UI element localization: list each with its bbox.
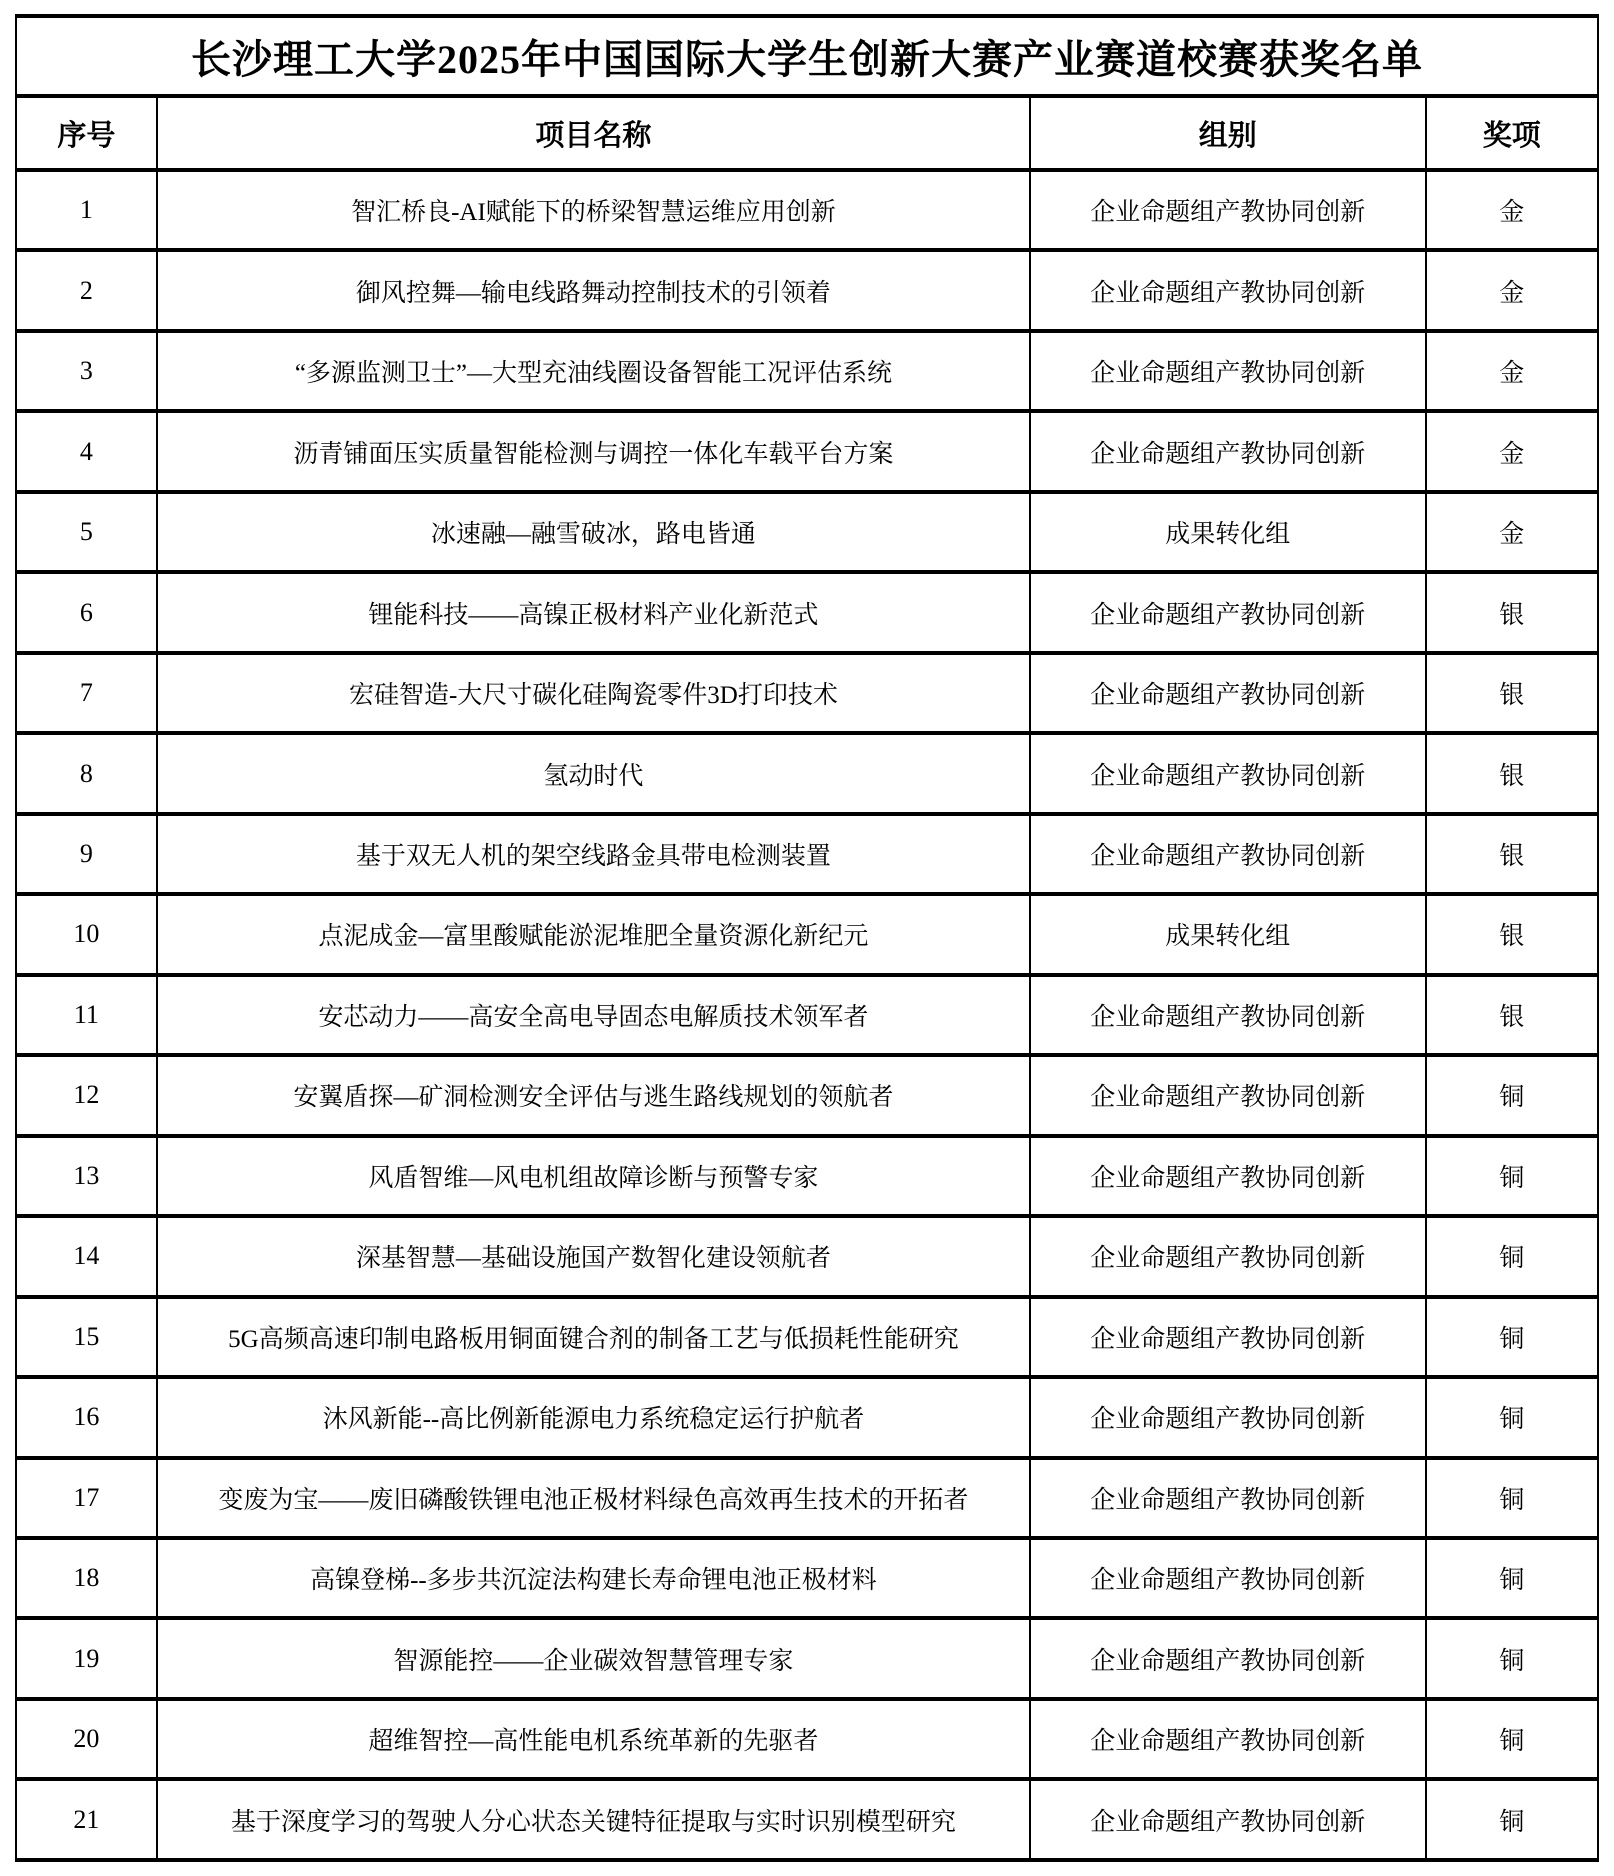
awards-table bbox=[15, 14, 1599, 1862]
award-cell: 铜 bbox=[1426, 1458, 1598, 1538]
row-number-cell: 10 bbox=[16, 894, 157, 974]
table-row bbox=[16, 894, 1598, 974]
project-name-cell: 氢动时代 bbox=[157, 733, 1030, 813]
table-row bbox=[16, 170, 1598, 250]
award-cell: 金 bbox=[1426, 331, 1598, 411]
group-cell: 企业命题组产教协同创新 bbox=[1030, 170, 1426, 250]
award-cell: 金 bbox=[1426, 250, 1598, 330]
row-number-cell: 13 bbox=[16, 1136, 157, 1216]
table-row bbox=[16, 1136, 1598, 1216]
table-row bbox=[16, 733, 1598, 813]
group-cell: 企业命题组产教协同创新 bbox=[1030, 1136, 1426, 1216]
group-cell: 企业命题组产教协同创新 bbox=[1030, 411, 1426, 491]
column-header-group: 组别 bbox=[1030, 96, 1426, 170]
project-name-cell: 冰速融—融雪破冰，路电皆通 bbox=[157, 492, 1030, 572]
table-row bbox=[16, 411, 1598, 491]
group-cell: 成果转化组 bbox=[1030, 894, 1426, 974]
project-name-cell: 风盾智维—风电机组故障诊断与预警专家 bbox=[157, 1136, 1030, 1216]
award-cell: 银 bbox=[1426, 653, 1598, 733]
row-number-cell: 17 bbox=[16, 1458, 157, 1538]
table-row bbox=[16, 1538, 1598, 1618]
table-row bbox=[16, 331, 1598, 411]
award-cell: 铜 bbox=[1426, 1538, 1598, 1618]
award-cell: 铜 bbox=[1426, 1055, 1598, 1135]
project-name-cell: 安翼盾探—矿洞检测安全评估与逃生路线规划的领航者 bbox=[157, 1055, 1030, 1135]
table-row bbox=[16, 1297, 1598, 1377]
table-row bbox=[16, 1458, 1598, 1538]
project-name-cell: 安芯动力——高安全高电导固态电解质技术领军者 bbox=[157, 975, 1030, 1055]
group-cell: 成果转化组 bbox=[1030, 492, 1426, 572]
row-number-cell: 3 bbox=[16, 331, 157, 411]
table-row bbox=[16, 1377, 1598, 1457]
row-number-cell: 12 bbox=[16, 1055, 157, 1135]
row-number-cell: 6 bbox=[16, 572, 157, 652]
project-name-cell: 沐风新能--高比例新能源电力系统稳定运行护航者 bbox=[157, 1377, 1030, 1457]
row-number-cell: 1 bbox=[16, 170, 157, 250]
project-name-cell: 锂能科技——高镍正极材料产业化新范式 bbox=[157, 572, 1030, 652]
table-body bbox=[16, 170, 1598, 1860]
project-name-cell: 智源能控——企业碳效智慧管理专家 bbox=[157, 1618, 1030, 1698]
award-cell: 铜 bbox=[1426, 1297, 1598, 1377]
row-number-cell: 20 bbox=[16, 1699, 157, 1779]
row-number-cell: 7 bbox=[16, 653, 157, 733]
table-row bbox=[16, 1699, 1598, 1779]
row-number-cell: 16 bbox=[16, 1377, 157, 1457]
group-cell: 企业命题组产教协同创新 bbox=[1030, 1779, 1426, 1860]
header-row bbox=[16, 96, 1598, 170]
row-number-cell: 8 bbox=[16, 733, 157, 813]
row-number-cell: 4 bbox=[16, 411, 157, 491]
group-cell: 企业命题组产教协同创新 bbox=[1030, 572, 1426, 652]
group-cell: 企业命题组产教协同创新 bbox=[1030, 331, 1426, 411]
award-cell: 银 bbox=[1426, 572, 1598, 652]
table-row bbox=[16, 814, 1598, 894]
award-cell: 铜 bbox=[1426, 1618, 1598, 1698]
project-name-cell: 宏硅智造-大尺寸碳化硅陶瓷零件3D打印技术 bbox=[157, 653, 1030, 733]
project-name-cell: 沥青铺面压实质量智能检测与调控一体化车载平台方案 bbox=[157, 411, 1030, 491]
column-header-no: 序号 bbox=[16, 96, 157, 170]
row-number-cell: 19 bbox=[16, 1618, 157, 1698]
project-name-cell: 变废为宝——废旧磷酸铁锂电池正极材料绿色高效再生技术的开拓者 bbox=[157, 1458, 1030, 1538]
table-row bbox=[16, 1618, 1598, 1698]
project-name-cell: 御风控舞—输电线路舞动控制技术的引领着 bbox=[157, 250, 1030, 330]
group-cell: 企业命题组产教协同创新 bbox=[1030, 1297, 1426, 1377]
table-row bbox=[16, 653, 1598, 733]
row-number-cell: 18 bbox=[16, 1538, 157, 1618]
group-cell: 企业命题组产教协同创新 bbox=[1030, 733, 1426, 813]
table-row bbox=[16, 1779, 1598, 1860]
row-number-cell: 11 bbox=[16, 975, 157, 1055]
award-cell: 银 bbox=[1426, 975, 1598, 1055]
group-cell: 企业命题组产教协同创新 bbox=[1030, 1699, 1426, 1779]
award-cell: 金 bbox=[1426, 492, 1598, 572]
group-cell: 企业命题组产教协同创新 bbox=[1030, 653, 1426, 733]
project-name-cell: 5G高频高速印制电路板用铜面键合剂的制备工艺与低损耗性能研究 bbox=[157, 1297, 1030, 1377]
column-header-project: 项目名称 bbox=[157, 96, 1030, 170]
project-name-cell: 基于深度学习的驾驶人分心状态关键特征提取与实时识别模型研究 bbox=[157, 1779, 1030, 1860]
table-row bbox=[16, 975, 1598, 1055]
group-cell: 企业命题组产教协同创新 bbox=[1030, 814, 1426, 894]
award-cell: 铜 bbox=[1426, 1699, 1598, 1779]
table-row bbox=[16, 250, 1598, 330]
award-cell: 铜 bbox=[1426, 1779, 1598, 1860]
table-row bbox=[16, 492, 1598, 572]
row-number-cell: 14 bbox=[16, 1216, 157, 1296]
page-title: 长沙理工大学2025年中国国际大学生创新大赛产业赛道校赛获奖名单 bbox=[16, 16, 1598, 96]
project-name-cell: 智汇桥良-AI赋能下的桥梁智慧运维应用创新 bbox=[157, 170, 1030, 250]
row-number-cell: 9 bbox=[16, 814, 157, 894]
table-row bbox=[16, 1216, 1598, 1296]
row-number-cell: 5 bbox=[16, 492, 157, 572]
project-name-cell: 高镍登梯--多步共沉淀法构建长寿命锂电池正极材料 bbox=[157, 1538, 1030, 1618]
award-cell: 铜 bbox=[1426, 1216, 1598, 1296]
row-number-cell: 15 bbox=[16, 1297, 157, 1377]
award-cell: 铜 bbox=[1426, 1136, 1598, 1216]
award-cell: 铜 bbox=[1426, 1377, 1598, 1457]
title-row bbox=[16, 16, 1598, 96]
project-name-cell: 基于双无人机的架空线路金具带电检测装置 bbox=[157, 814, 1030, 894]
award-cell: 银 bbox=[1426, 733, 1598, 813]
group-cell: 企业命题组产教协同创新 bbox=[1030, 975, 1426, 1055]
table-row bbox=[16, 572, 1598, 652]
group-cell: 企业命题组产教协同创新 bbox=[1030, 1458, 1426, 1538]
group-cell: 企业命题组产教协同创新 bbox=[1030, 1216, 1426, 1296]
award-cell: 金 bbox=[1426, 411, 1598, 491]
group-cell: 企业命题组产教协同创新 bbox=[1030, 1538, 1426, 1618]
project-name-cell: 点泥成金—富里酸赋能淤泥堆肥全量资源化新纪元 bbox=[157, 894, 1030, 974]
row-number-cell: 21 bbox=[16, 1779, 157, 1860]
group-cell: 企业命题组产教协同创新 bbox=[1030, 1377, 1426, 1457]
project-name-cell: “多源监测卫士”—大型充油线圈设备智能工况评估系统 bbox=[157, 331, 1030, 411]
table-row bbox=[16, 1055, 1598, 1135]
award-cell: 银 bbox=[1426, 814, 1598, 894]
award-cell: 金 bbox=[1426, 170, 1598, 250]
award-cell: 银 bbox=[1426, 894, 1598, 974]
group-cell: 企业命题组产教协同创新 bbox=[1030, 1055, 1426, 1135]
group-cell: 企业命题组产教协同创新 bbox=[1030, 1618, 1426, 1698]
group-cell: 企业命题组产教协同创新 bbox=[1030, 250, 1426, 330]
row-number-cell: 2 bbox=[16, 250, 157, 330]
project-name-cell: 深基智慧—基础设施国产数智化建设领航者 bbox=[157, 1216, 1030, 1296]
project-name-cell: 超维智控—高性能电机系统革新的先驱者 bbox=[157, 1699, 1030, 1779]
column-header-award: 奖项 bbox=[1426, 96, 1598, 170]
